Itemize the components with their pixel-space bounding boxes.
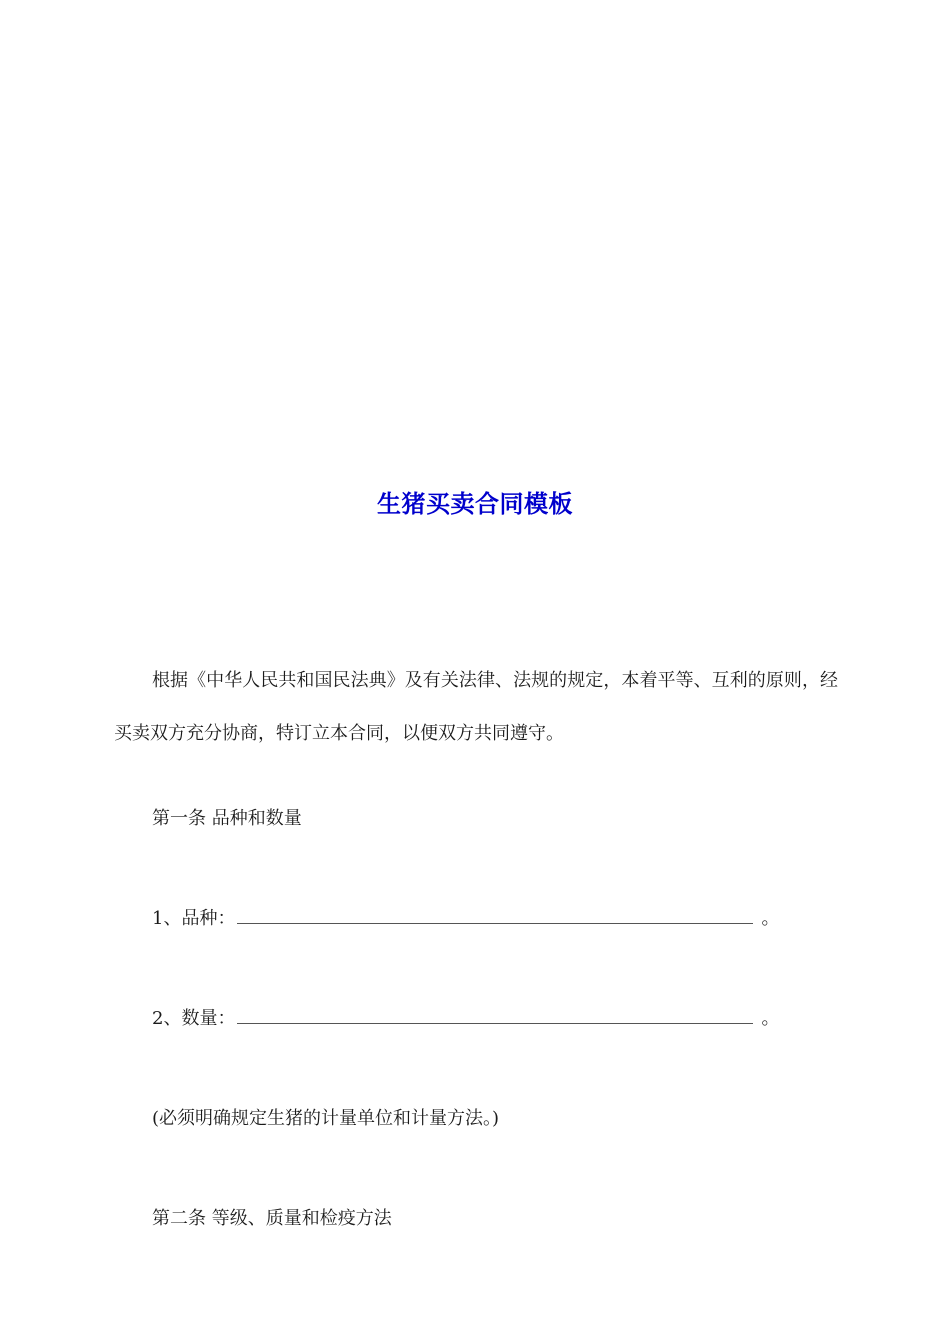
document-title: 生猪买卖合同模板 <box>377 490 573 518</box>
variety-blank-field[interactable] <box>237 905 753 924</box>
intro-paragraph: 根据《中华人民共和国民法典》及有关法律、法规的规定，本着平等、互利的原则，经买卖双方充分协商，特订立本合同，以便双方共同遵守。 <box>114 670 838 744</box>
item-variety-label: 1、品种： <box>152 908 236 929</box>
item-quantity-label: 2、数量： <box>152 1008 236 1029</box>
item-variety-end: 。 <box>761 908 780 929</box>
item-quantity-line <box>152 1005 779 1033</box>
item-variety-line <box>152 905 779 933</box>
article-1-heading: 第一条 品种和数量 <box>152 808 302 829</box>
article-2-heading: 第二条 等级、质量和检疫方法 <box>152 1208 392 1229</box>
measurement-note: (必须明确规定生猪的计量单位和计量方法。) <box>152 1108 500 1129</box>
item-quantity-end: 。 <box>761 1008 780 1029</box>
quantity-blank-field[interactable] <box>237 1005 753 1024</box>
